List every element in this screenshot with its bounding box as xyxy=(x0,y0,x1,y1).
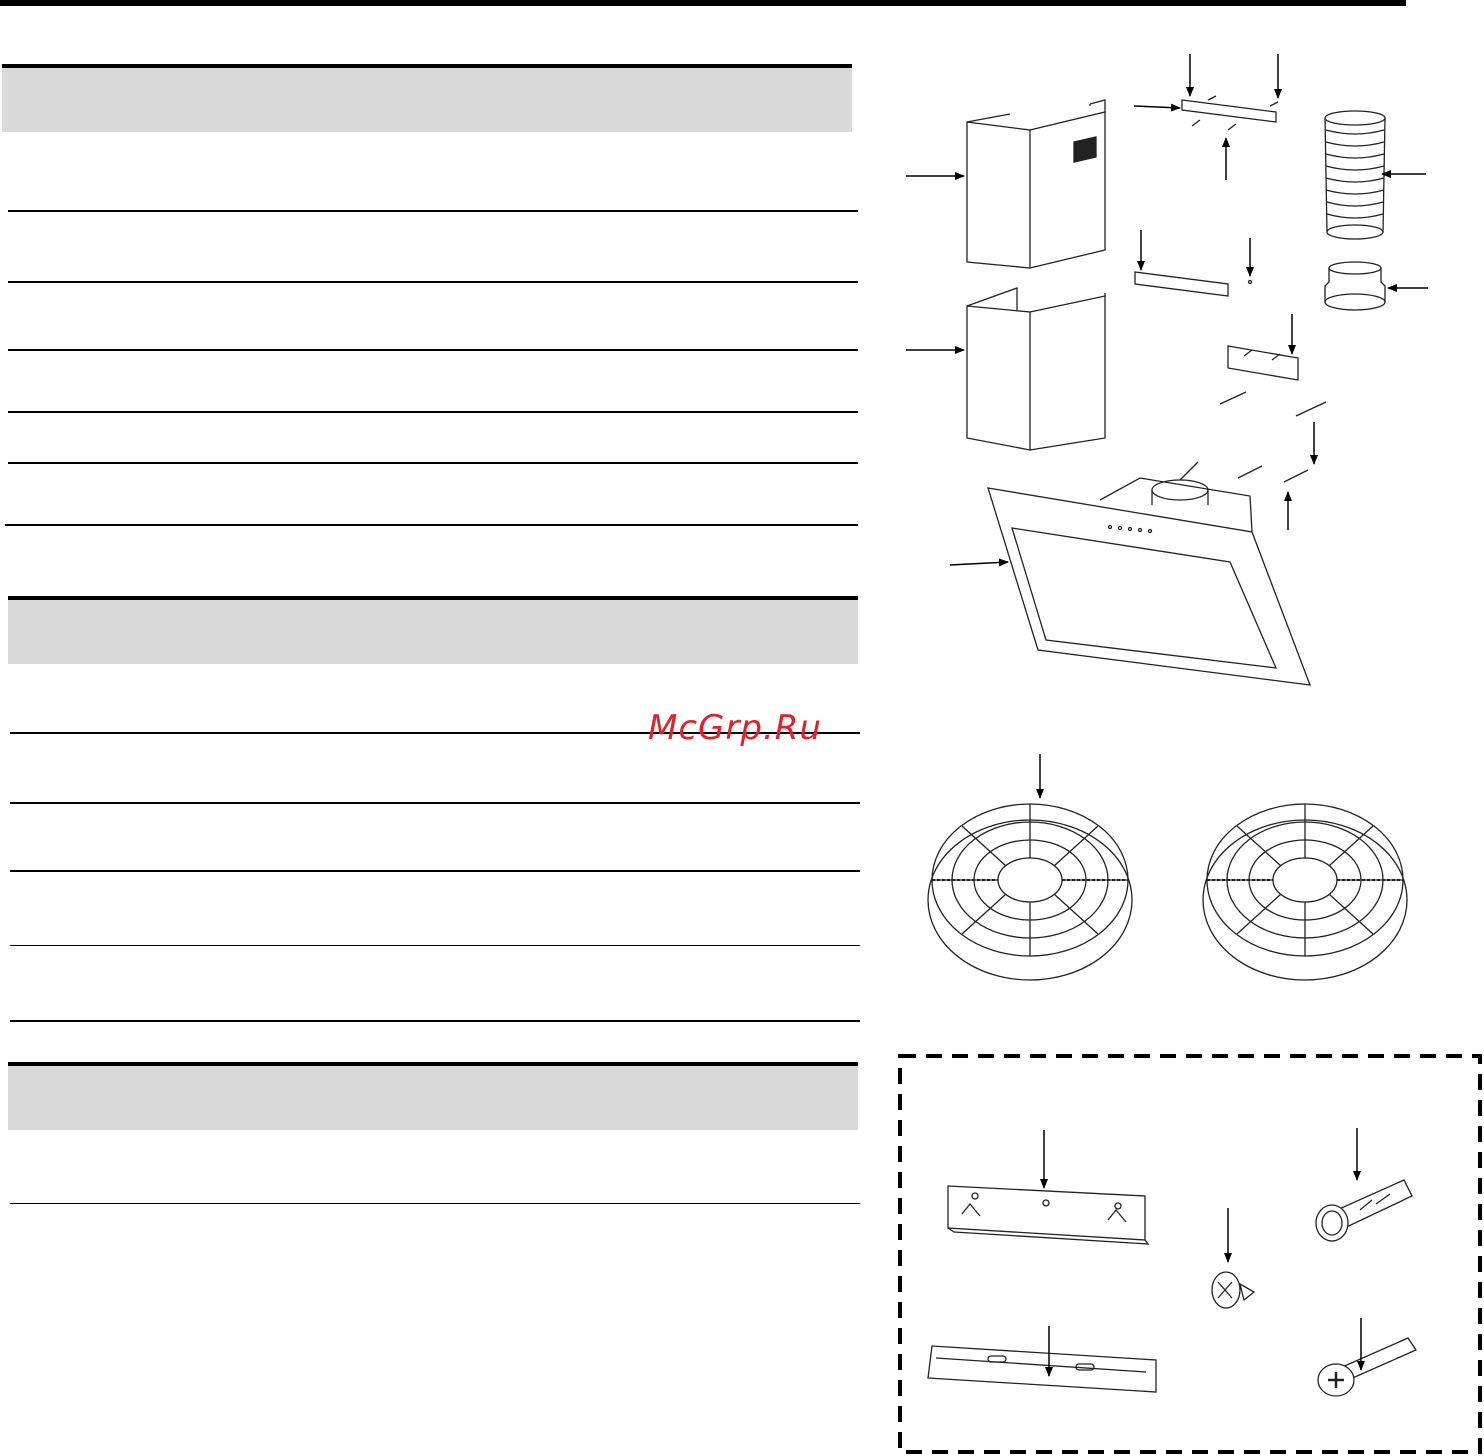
wall-plug-icon xyxy=(1316,1180,1412,1241)
watermark: McGrp.Ru xyxy=(648,708,822,748)
carbon-filter-right-icon xyxy=(1203,804,1407,980)
screw-long-icon xyxy=(1318,1338,1416,1396)
carbon-filter-left-icon xyxy=(928,804,1132,980)
flexible-duct-icon xyxy=(1325,111,1385,239)
hood-hanging-bracket-icon xyxy=(948,1186,1148,1244)
lower-chimney-cover-icon xyxy=(967,288,1105,450)
upper-chimney-cover-icon xyxy=(967,100,1105,268)
duct-adapter-icon xyxy=(1325,262,1385,310)
hardware-box xyxy=(900,1056,1480,1452)
wall-plate-icon xyxy=(1220,346,1326,482)
middle-bracket-icon xyxy=(1135,272,1252,296)
chimney-bracket-icon xyxy=(928,1346,1156,1392)
hood-body-icon xyxy=(988,462,1310,685)
upper-bracket-icon xyxy=(1182,96,1278,130)
screw-short-icon xyxy=(1212,1272,1254,1308)
